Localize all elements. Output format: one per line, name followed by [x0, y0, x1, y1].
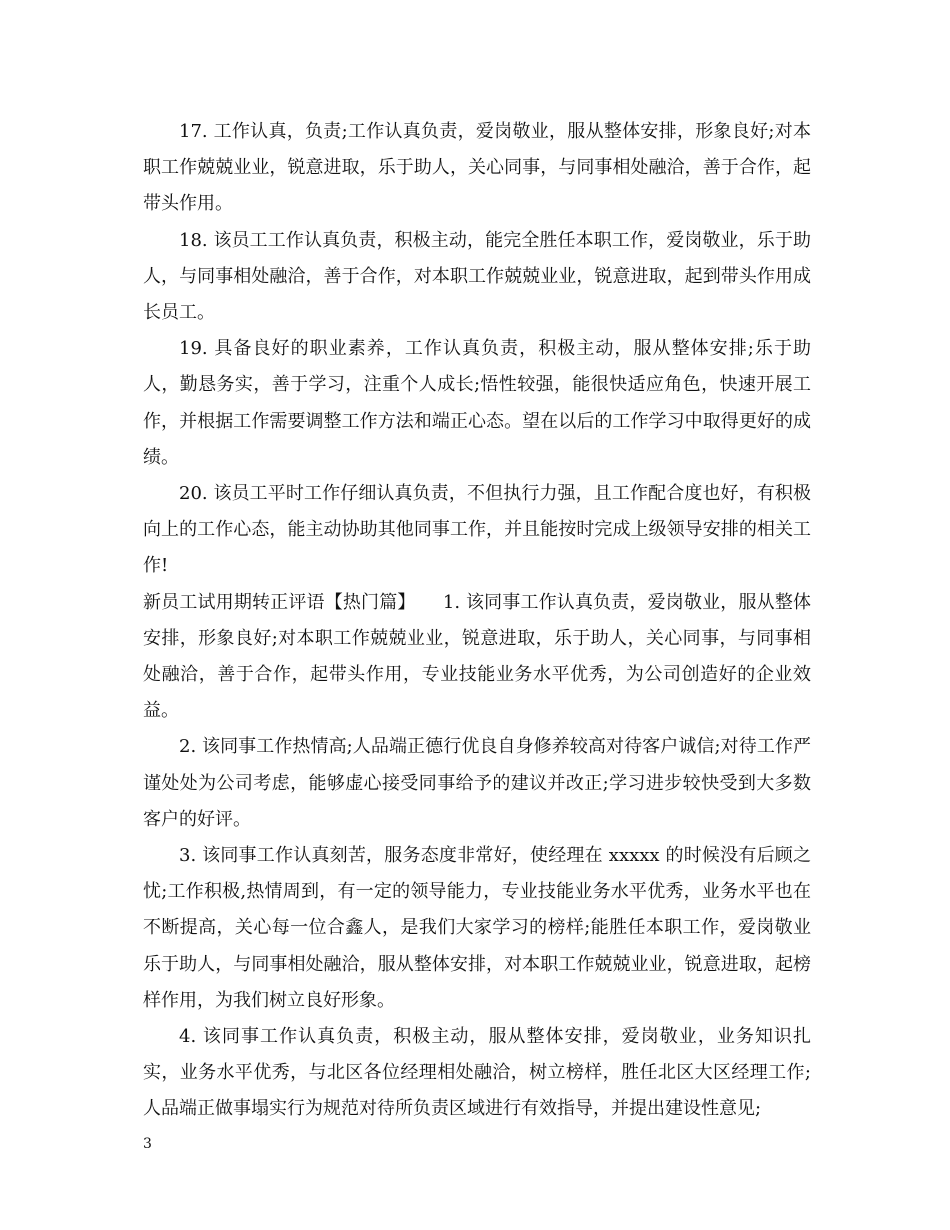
paragraph-4: 4. 该同事工作认真负责，积极主动，服从整体安排，爱岗敬业，业务知识扎实，业务水平优秀，与北区各位经理相处融洽，树立榜样，胜任北区大区经理工作;人品端正做事塌实行为规范对待所负责区域进行有效指导，并提出建设性意见; — [143, 1026, 811, 1120]
section-heading-paragraph-1: 新员工试用期转正评语【热门篇】 1. 该同事工作认真负责，爱岗敬业，服从整体安排，形象良好;对本职工作兢兢业业，锐意进取，乐于助人，关心同事，与同事相处融洽，善于合作，起带头作用，专业技能业务水平优秀，为公司创造好的企业效益。 — [143, 591, 811, 722]
paragraph-17: 17. 工作认真，负责;工作认真负责，爱岗敬业，服从整体安排，形象良好;对本职工作兢兢业业，锐意进取，乐于助人，关心同事，与同事相处融洽，善于合作，起带头作用。 — [143, 121, 811, 215]
document-body — [143, 114, 811, 1128]
paragraph-20: 20. 该员工平时工作仔细认真负责，不但执行力强，且工作配合度也好，有积极向上的工作心态，能主动协助其他同事工作，并且能按时完成上级领导安排的相关工作! — [143, 483, 811, 577]
paragraph-2: 2. 该同事工作热情高;人品端正德行优良自身修养较高对待客户诚信;对待工作严谨处处为公司考虑，能够虚心接受同事给予的建议并改正;学习进步较快受到大多数客户的好评。 — [143, 736, 811, 830]
paragraph-3: 3. 该同事工作认真刻苦，服务态度非常好，使经理在 xxxxx 的时候没有后顾之忧;工作积极,热情周到，有一定的领导能力，专业技能业务水平优秀，业务水平也在不断提高，关心每一位合鑫人，是我们大家学习的榜样;能胜任本职工作，爱岗敬业乐于助人，与同事相处融洽，服从整体安排，对本职工作兢兢业业，锐意进取，起榜样作用，为我们树立良好形象。 — [143, 845, 811, 1011]
paragraph-18: 18. 该员工工作认真负责，积极主动，能完全胜任本职工作，爱岗敬业，乐于助人，与同事相处融洽，善于合作，对本职工作兢兢业业，锐意进取，起到带头作用成长员工。 — [143, 229, 811, 324]
page-number: 3 — [143, 1136, 152, 1152]
paragraph-19: 19. 具备良好的职业素养，工作认真负责，积极主动，服从整体安排;乐于助人，勤恳务实，善于学习，注重个人成长;悟性较强，能很快适应角色，快速开展工作，并根据工作需要调整工作方法和端正心态。望在以后的工作学习中取得更好的成绩。 — [143, 338, 811, 468]
